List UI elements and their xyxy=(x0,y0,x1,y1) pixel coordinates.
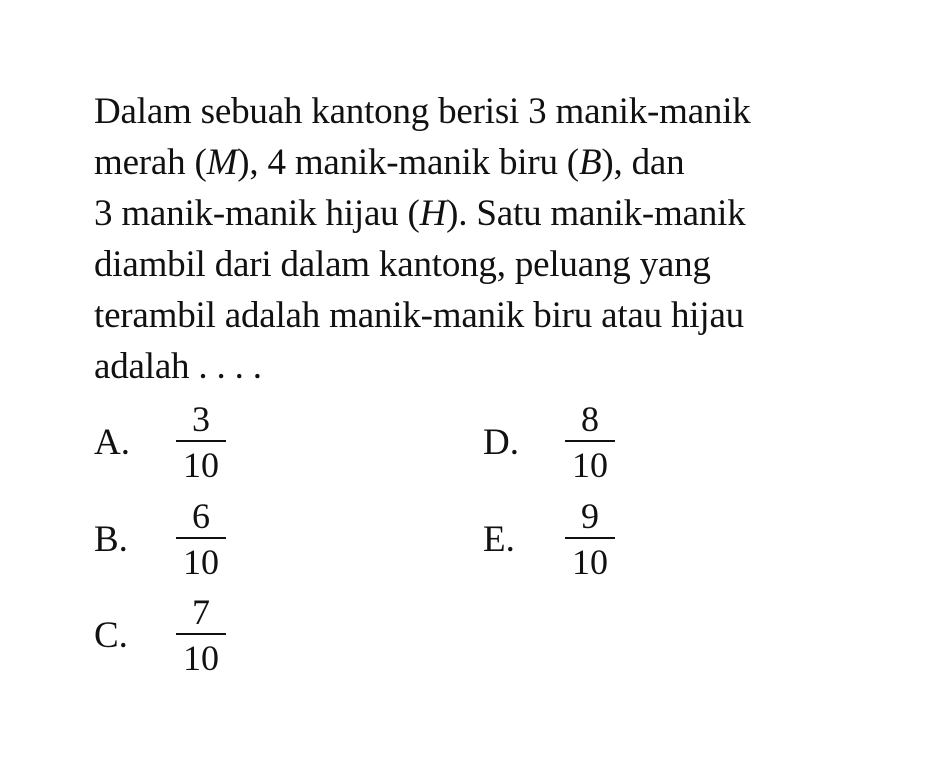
option-c[interactable] xyxy=(94,592,226,678)
option-e-numerator: 9 xyxy=(581,496,599,536)
question-line-6 xyxy=(94,341,842,392)
question-line-1 xyxy=(94,86,842,137)
option-b-label: B. xyxy=(94,518,128,560)
question-line-1-text: Dalam sebuah kantong berisi 3 manik-manik xyxy=(94,91,751,132)
option-d-denominator: 10 xyxy=(572,445,608,485)
option-d[interactable] xyxy=(483,399,615,485)
variable-m: M xyxy=(206,142,238,183)
question-line-2-text: merah (M), 4 manik-manik biru (B), dan xyxy=(94,142,685,183)
option-a-denominator: 10 xyxy=(183,445,219,485)
option-c-numerator: 7 xyxy=(192,592,210,632)
question-line-3: 3 manik-manik hijau (H). Satu manik-manik xyxy=(94,193,746,234)
option-d-label: D. xyxy=(483,421,519,463)
variable-b: B xyxy=(578,142,602,183)
option-e-label: E. xyxy=(483,518,515,560)
option-e-denominator: 10 xyxy=(572,542,608,582)
option-b-numerator: 6 xyxy=(192,496,210,536)
option-b-denominator: 10 xyxy=(183,542,219,582)
option-a-numerator: 3 xyxy=(192,399,210,439)
question-text xyxy=(94,86,842,392)
option-a[interactable] xyxy=(94,399,226,485)
option-a-label: A. xyxy=(94,421,130,463)
option-c-label: C. xyxy=(94,614,128,656)
option-e-fraction xyxy=(565,498,615,580)
option-c-fraction xyxy=(176,594,226,676)
question-line-5-text: terambil adalah manik-manik biru atau hijau xyxy=(94,295,744,336)
option-a-fraction xyxy=(176,401,226,483)
question-line-5 xyxy=(94,290,842,341)
question-line-4 xyxy=(94,239,842,290)
option-d-numerator: 8 xyxy=(581,399,599,439)
option-e[interactable] xyxy=(483,496,615,582)
option-b[interactable] xyxy=(94,496,226,582)
option-c-denominator: 10 xyxy=(183,638,219,678)
option-d-fraction xyxy=(565,401,615,483)
option-b-fraction xyxy=(176,498,226,580)
question-line-4-text: diambil dari dalam kantong, peluang yang xyxy=(94,244,711,285)
question-line-6-text: adalah . . . . xyxy=(94,346,262,387)
question-line-2 xyxy=(94,137,842,188)
variable-h: H xyxy=(419,193,447,234)
